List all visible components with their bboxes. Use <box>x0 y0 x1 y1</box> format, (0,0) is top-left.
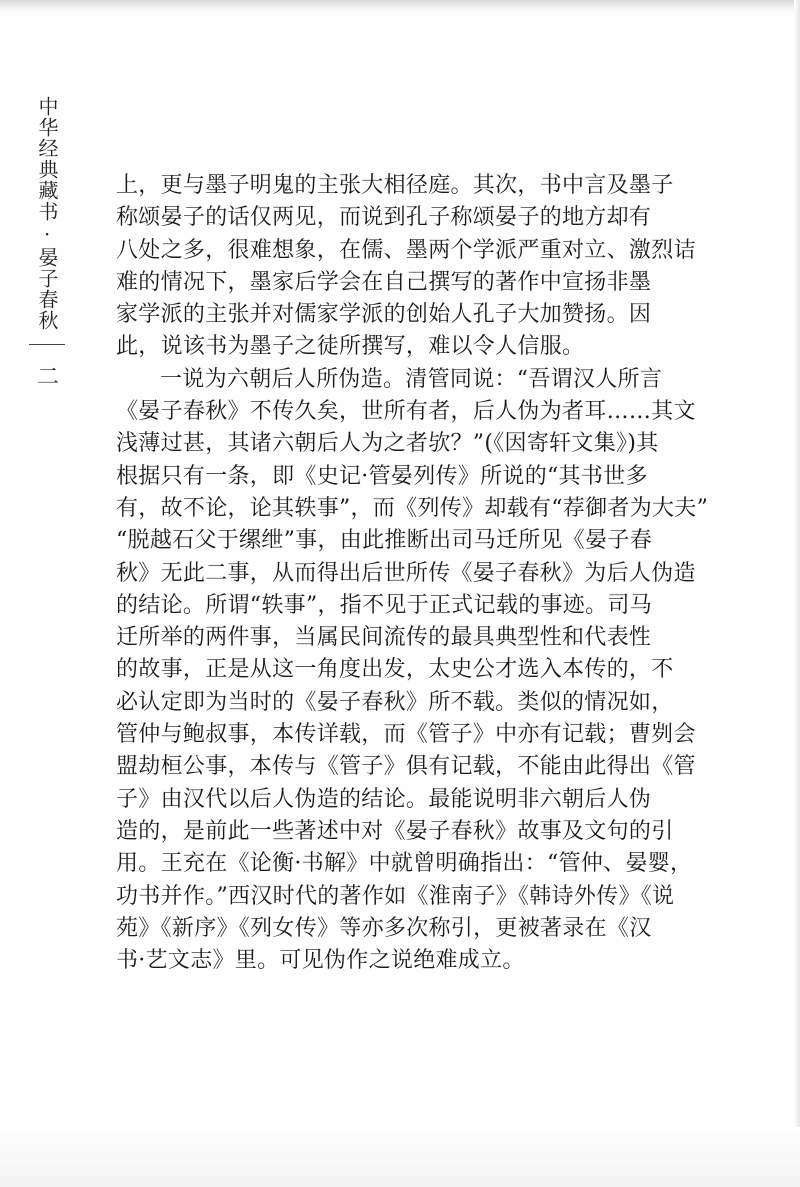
running-head-rule <box>29 344 65 345</box>
page-number: 二 <box>36 365 59 390</box>
scan-top-edge <box>0 0 800 12</box>
text-line: 《晏子春秋》不传久矣，世所有者，后人伪为者耳……其文 <box>116 399 696 425</box>
text-line: 迁所举的两件事，当属民间流传的最具典型性和代表性 <box>116 625 652 651</box>
text-line: 有，故不论，论其轶事”，而《列传》却载有“荐御者为大夫” <box>116 495 709 521</box>
text-line: 必认定即为当时的《晏子春秋》所不载。类似的情况如， <box>116 689 674 715</box>
text-line: 造的，是前此一些著述中对《晏子春秋》故事及文句的引 <box>116 818 674 844</box>
text-line: “脱越石父于缧绁”事，由此推断出司马迁所见《晏子春 <box>116 528 652 554</box>
text-line: 称颂晏子的话仅两见，而说到孔子称颂晏子的地方却有 <box>116 205 652 231</box>
text-line: 管仲与鲍叔事，本传详载，而《管子》中亦有记载；曹刿会 <box>116 722 696 748</box>
text-line: 一说为六朝后人所伪造。清管同说：“吾谓汉人所言 <box>160 366 663 392</box>
text-line: 八处之多，很难想象，在儒、墨两个学派严重对立、激烈诘 <box>116 237 696 263</box>
text-line: 上，更与墨子明鬼的主张大相径庭。其次，书中言及墨子 <box>116 173 674 198</box>
text-line: 的故事，正是从这一角度出发，太史公才选入本传的，不 <box>116 657 674 683</box>
paragraph-1 <box>116 170 696 364</box>
text-line: 苑》《新序》《列女传》等亦多次称引，更被著录在《汉 <box>116 915 652 941</box>
text-line: 此，说该书为墨子之徒所撰写，难以令人信服。 <box>116 334 585 360</box>
text-line: 书·艺文志》里。可见伪作之说绝难成立。 <box>116 948 525 974</box>
body-text <box>116 170 709 977</box>
text-line: 浅薄过甚，其诸六朝后人为之者欤？”(《因寄轩文集》)其 <box>116 431 659 457</box>
text-line: 难的情况下，墨家后学会在自己撰写的著作中宣扬非墨 <box>116 269 652 295</box>
text-line: 根据只有一条，即《史记·管晏列传》所说的“其书世多 <box>116 463 648 489</box>
text-line: 秋》无此二事，从而得出后世所传《晏子春秋》为后人伪造 <box>116 560 696 586</box>
text-line: 的结论。所谓“轶事”，指不见于正式记载的事迹。司马 <box>116 592 652 618</box>
text-line: 子》由汉代以后人伪造的结论。最能说明非六朝后人伪 <box>116 786 652 812</box>
paragraph-2 <box>116 364 709 978</box>
scan-right-edge <box>794 0 800 1187</box>
running-head-title: 中华经典藏书·晏子春秋 <box>35 96 59 331</box>
text-line: 盟劫桓公事，本传与《管子》俱有记载，不能由此得出《管 <box>116 754 696 780</box>
text-line: 用。王充在《论衡·书解》中就曾明确指出：“管仲、晏婴， <box>116 851 693 877</box>
text-line: 功书并作。”西汉时代的著作如《淮南子》《韩诗外传》《说 <box>116 883 675 909</box>
text-line: 家学派的主张并对儒家学派的创始人孔子大加赞扬。因 <box>116 302 652 328</box>
scan-bottom-shade <box>0 1127 800 1187</box>
